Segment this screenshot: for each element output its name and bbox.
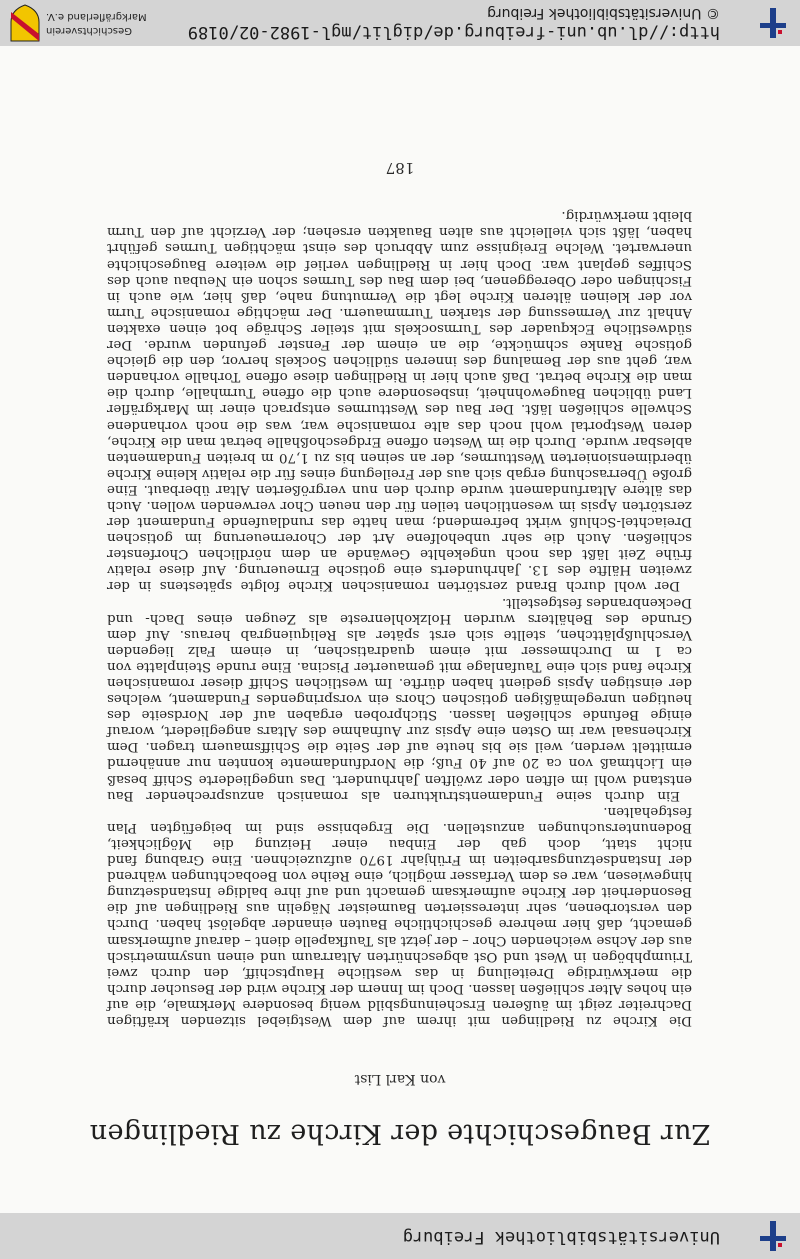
permalink-url[interactable]: http://dl.ub.uni-freiburg.de/diglit/mgl-1982-02/0189 — [187, 22, 720, 42]
society-logo — [10, 4, 180, 42]
paragraph: Der wohl durch Brand zerstörten romanischen Kirche folgte spätestens in der zweiten Hälfte des 13. Jahrhunderts eine gotische Erneuerung. Auf diese relativ frühe Zeit läßt das noch ungekehlte Gewände an dem nördlichen Chorfenster schließen. Auch die sehr unbeholfene Art der Chorerneuerung im gotischen Dreiachtel-Schluß wirkt befremdend; man hatte das rundlaufende Fundament der zerstörten Apsis im wesentlichen teilen für den neuen Chor verwenden wollen. Auch das ältere Altarfundament wurde durch den nun vergrößerten Altar überbaut. Eine große Überraschung ergab sich aus der Freilegung eines für die relativ kleine Kirche überdimensionierten Westturmes, der an seinen bis zu 1,70 m breiten Fundamenten ablesbar wurde. Durch die im Westen offene Erdgeschoßhalle betrat man die Kirche, deren Westportal wohl noch das alte romanische war, was die noch vorhandene Schwelle schließen läßt. Der Bau des Westturmes entsprach einer im Markgräfler Land üblichen Baugewohnheit, insbesondere auch die offene Turmhalle, durch die man die Kirche betrat. Daß auch hier in Riedlingen diese offene Torhalle vorhanden war, geht aus der Bemalung des inneren südlichen Sockels hervor, den die gleiche gotische Ranke schmückte, die an einem der Fenster gefunden wurde. Der südwestliche Eckquader des Turmsockels mit steiler Schräge bot einen exakten Anhalt zur Vermessung der starken Turmmauern. Der mächtige romanische Turm vor der kleinen älteren Kirche legt die Vermutung nahe, daß hier, wie auch in Fischingen oder Obereggenen, bei dem Bau des Turmes schon ein Neubau auch des Schiffes geplant war. Doch hier in Riedlingen verlief die weitere Baugeschichte unerwartet. Welche Ereignisse zum Abbruch des einst mächtigen Turmes geführt haben, läßt sich vielleicht aus alten Bauakten ersehen; der Verzicht auf den Turm bleibt merkwürdig. — [107, 208, 692, 594]
article-author: von Karl List — [354, 1071, 446, 1087]
page-number: 187 — [385, 159, 415, 177]
university-logo-icon — [756, 6, 790, 40]
library-header-bar — [0, 1213, 800, 1259]
society-name: Geschichtsverein — [46, 25, 132, 36]
article-body — [107, 207, 692, 1028]
paragraph: Die Kirche zu Riedlingen mit ihrem auf dem Westgiebel sitzenden kräftigen Dachreiter zeigt im äußeren Erscheinungsbild wenig besondere Merkmale, die auf ein hohes Alter schließen lassen. Doch im Innern der Kirche wird der Besucher durch die merkwürdige Dreiteilung in das westliche Hauptschiff, den durch zwei Triumphbögen in West und Ost abgeschnürten Altarraum und einen unsymmetrisch aus der Achse weichenden Chor – der jetzt als Taufkapelle dient – darauf aufmerksam gemacht, daß hier mehrere geschichtliche Bauten einander abgelöst haben. Durch den verstorbenen, sehr interessierten Baumeister Nägelin aus Riedlingen auf die Besonderheit der Kirche aufmerksam gemacht und auf ihre baldige Instandsetzung hingewiesen, war es dem Verfasser möglich, eine Reihe von Beobachtungen während der Instandsetzungsarbeiten im Frühjahr 1970 aufzuzeichnen. Eine Grabung fand nicht statt, doch gab der Einbau einer Heizung die Möglichkeit, Bodenuntersuchungen anzustellen. Die Ergebnisse sind im beigefügten Plan festgehalten. — [107, 803, 692, 1028]
citation-footer-bar — [0, 0, 800, 46]
library-name: Universitätsbibliothek Freiburg — [402, 1227, 720, 1247]
paragraph: Ein durch seine Fundamentstrukturen als romanisch anzusprechender Bau entstand wohl im elften oder zwölften Jahrhundert. Das ungegliederte Schiff besaß ein Lichtmaß von ca 20 auf 40 Fuß; die Nordfundamente konnten nur annähernd ermittelt werden, weil sie bis heute auf der Seite die Schiffsmauern tragen. Dem Kirchensaal war im Osten eine Apsis zur Aufnahme des Altars angegliedert, worauf einige Befunde schließen lassen. Stichproben ergaben auf der Nordseite des heutigen unregelmäßigen gotischen Chors ein vorspringendes Fundament, welches der einstigen Apsis gedient haben dürfte. Im westlichen Schiff dieser romanischen Kirche fand sich eine Taufanlage mit gemauerter Piscina. Eine runde Steinplatte von ca 1 m Durchmesser mit einem quadratischen, in einem Falz liegenden Verschlußplättchen, stellte sich erst später als Reliquiengrab heraus. Auf dem Grunde des Behälters wurden Holzkohlenreste als Zeugen eines Dach- und Deckenbrandes festgestellt. — [107, 594, 692, 803]
society-name-2: Markgräflerland e.V. — [46, 11, 147, 22]
article-title: Zur Baugeschichte der Kirche zu Riedlingen — [89, 1118, 711, 1149]
coat-of-arms-icon — [10, 4, 40, 42]
copyright-notice: © Universitätsbibliothek Freiburg — [487, 5, 720, 21]
university-logo-icon — [756, 1219, 790, 1253]
